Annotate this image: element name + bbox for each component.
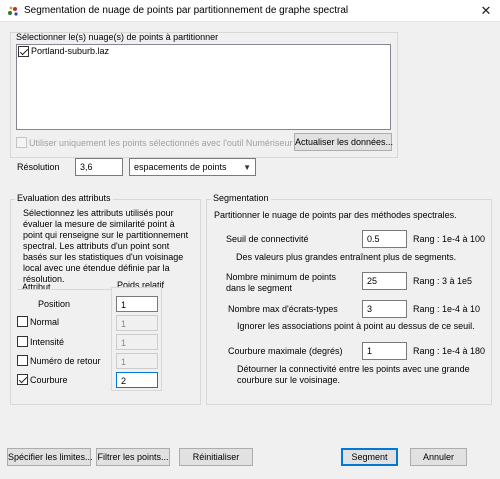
attribute-normal-checkbox[interactable] bbox=[17, 316, 28, 327]
max-std-range: Rang : 1e-4 à 10 bbox=[413, 304, 481, 314]
attribute-column-header: Attribut bbox=[22, 282, 51, 292]
attribute-normal-label: Normal bbox=[30, 317, 60, 327]
connectivity-range: Rang : 1e-4 à 100 bbox=[413, 234, 486, 244]
attribute-position-label: Position bbox=[38, 299, 71, 309]
attribute-curvature-weight[interactable]: 2 bbox=[116, 372, 158, 388]
attributes-header-divider bbox=[17, 289, 111, 290]
attribute-curvature-checkbox[interactable] bbox=[17, 374, 28, 385]
filter-points-button[interactable]: Filtrer les points... bbox=[96, 448, 170, 466]
max-std-input[interactable]: 3 bbox=[362, 300, 407, 318]
connectivity-input[interactable]: 0.5 bbox=[362, 230, 407, 248]
min-points-label: Nombre minimum de points dans le segment bbox=[226, 272, 337, 293]
attributes-group-label: Evaluation des attributs bbox=[17, 193, 111, 203]
attribute-return-number-checkbox[interactable] bbox=[17, 355, 28, 366]
connectivity-hint: Des valeurs plus grandes entraînent plus de segments. bbox=[236, 252, 457, 262]
min-points-range: Rang : 3 à 1e5 bbox=[413, 276, 473, 286]
weight-column-header: Poids relatif bbox=[117, 280, 165, 290]
app-icon bbox=[6, 4, 20, 18]
attribute-return-number-label: Numéro de retour bbox=[30, 356, 101, 366]
max-std-label: Nombre max d'écrats-types bbox=[228, 304, 338, 314]
attribute-position-weight[interactable]: 1 bbox=[116, 296, 158, 312]
resolution-input[interactable]: 3,6 bbox=[75, 158, 123, 176]
attribute-curvature-label: Courbure bbox=[30, 375, 68, 385]
cancel-button[interactable]: Annuler bbox=[410, 448, 467, 466]
use-selected-checkbox[interactable] bbox=[16, 137, 27, 148]
min-points-input[interactable]: 25 bbox=[362, 272, 407, 290]
segmentation-group-label: Segmentation bbox=[213, 193, 269, 203]
specify-limits-button[interactable]: Spécifier les limites... bbox=[7, 448, 91, 466]
refresh-data-button[interactable]: Actualiser les données... bbox=[294, 133, 392, 151]
max-curvature-hint: Détourner la connectivité entre les points avec une grande courbure sur le voisinage. bbox=[237, 364, 470, 385]
chevron-down-icon: ▼ bbox=[243, 163, 251, 172]
max-curvature-label: Courbure maximale (degrés) bbox=[228, 346, 343, 356]
use-selected-label: Utiliser uniquement les points sélectionnés avec l'outil Numériseur bbox=[29, 138, 293, 148]
cloud-item-label[interactable]: Portland-suburb.laz bbox=[31, 46, 110, 56]
attribute-intensity-checkbox[interactable] bbox=[17, 336, 28, 347]
cloud-item-checkbox[interactable] bbox=[18, 46, 29, 57]
reset-button[interactable]: Réinitialiser bbox=[179, 448, 253, 466]
attributes-description: Sélectionnez les attributs utilisés pour évaluer la mesure de similarité point à point qui renseigne sur le partitionnement spectral. Les attributs d'un point sont basés sur les statistiques d'un voisinage local avec une étendue définie par la résolution. bbox=[23, 208, 189, 284]
max-std-hint: Ignorer les associations point à point au dessus de ce seuil. bbox=[237, 321, 475, 331]
cloud-selection-label: Sélectionner le(s) nuage(s) de points à partitionner bbox=[16, 32, 219, 42]
window-title: Segmentation de nuage de points par partitionnement de graphe spectral bbox=[24, 5, 349, 16]
segment-button[interactable]: Segment bbox=[341, 448, 398, 466]
resolution-label: Résolution bbox=[17, 162, 60, 172]
connectivity-label: Seuil de connectivité bbox=[226, 234, 309, 244]
attribute-intensity-label: Intensité bbox=[30, 337, 65, 347]
attribute-return-number-weight[interactable]: 1 bbox=[116, 353, 158, 369]
attribute-intensity-weight[interactable]: 1 bbox=[116, 334, 158, 350]
max-curvature-range: Rang : 1e-4 à 180 bbox=[413, 346, 486, 356]
cloud-listbox[interactable] bbox=[16, 44, 391, 130]
close-icon[interactable]: ✕ bbox=[480, 3, 492, 18]
attribute-normal-weight[interactable]: 1 bbox=[116, 315, 158, 331]
resolution-unit-value: espacements de points bbox=[134, 162, 227, 172]
max-curvature-input[interactable]: 1 bbox=[362, 342, 407, 360]
segmentation-description: Partitionner le nuage de points par des méthodes spectrales. bbox=[214, 210, 457, 220]
resolution-unit-select[interactable] bbox=[129, 158, 256, 176]
